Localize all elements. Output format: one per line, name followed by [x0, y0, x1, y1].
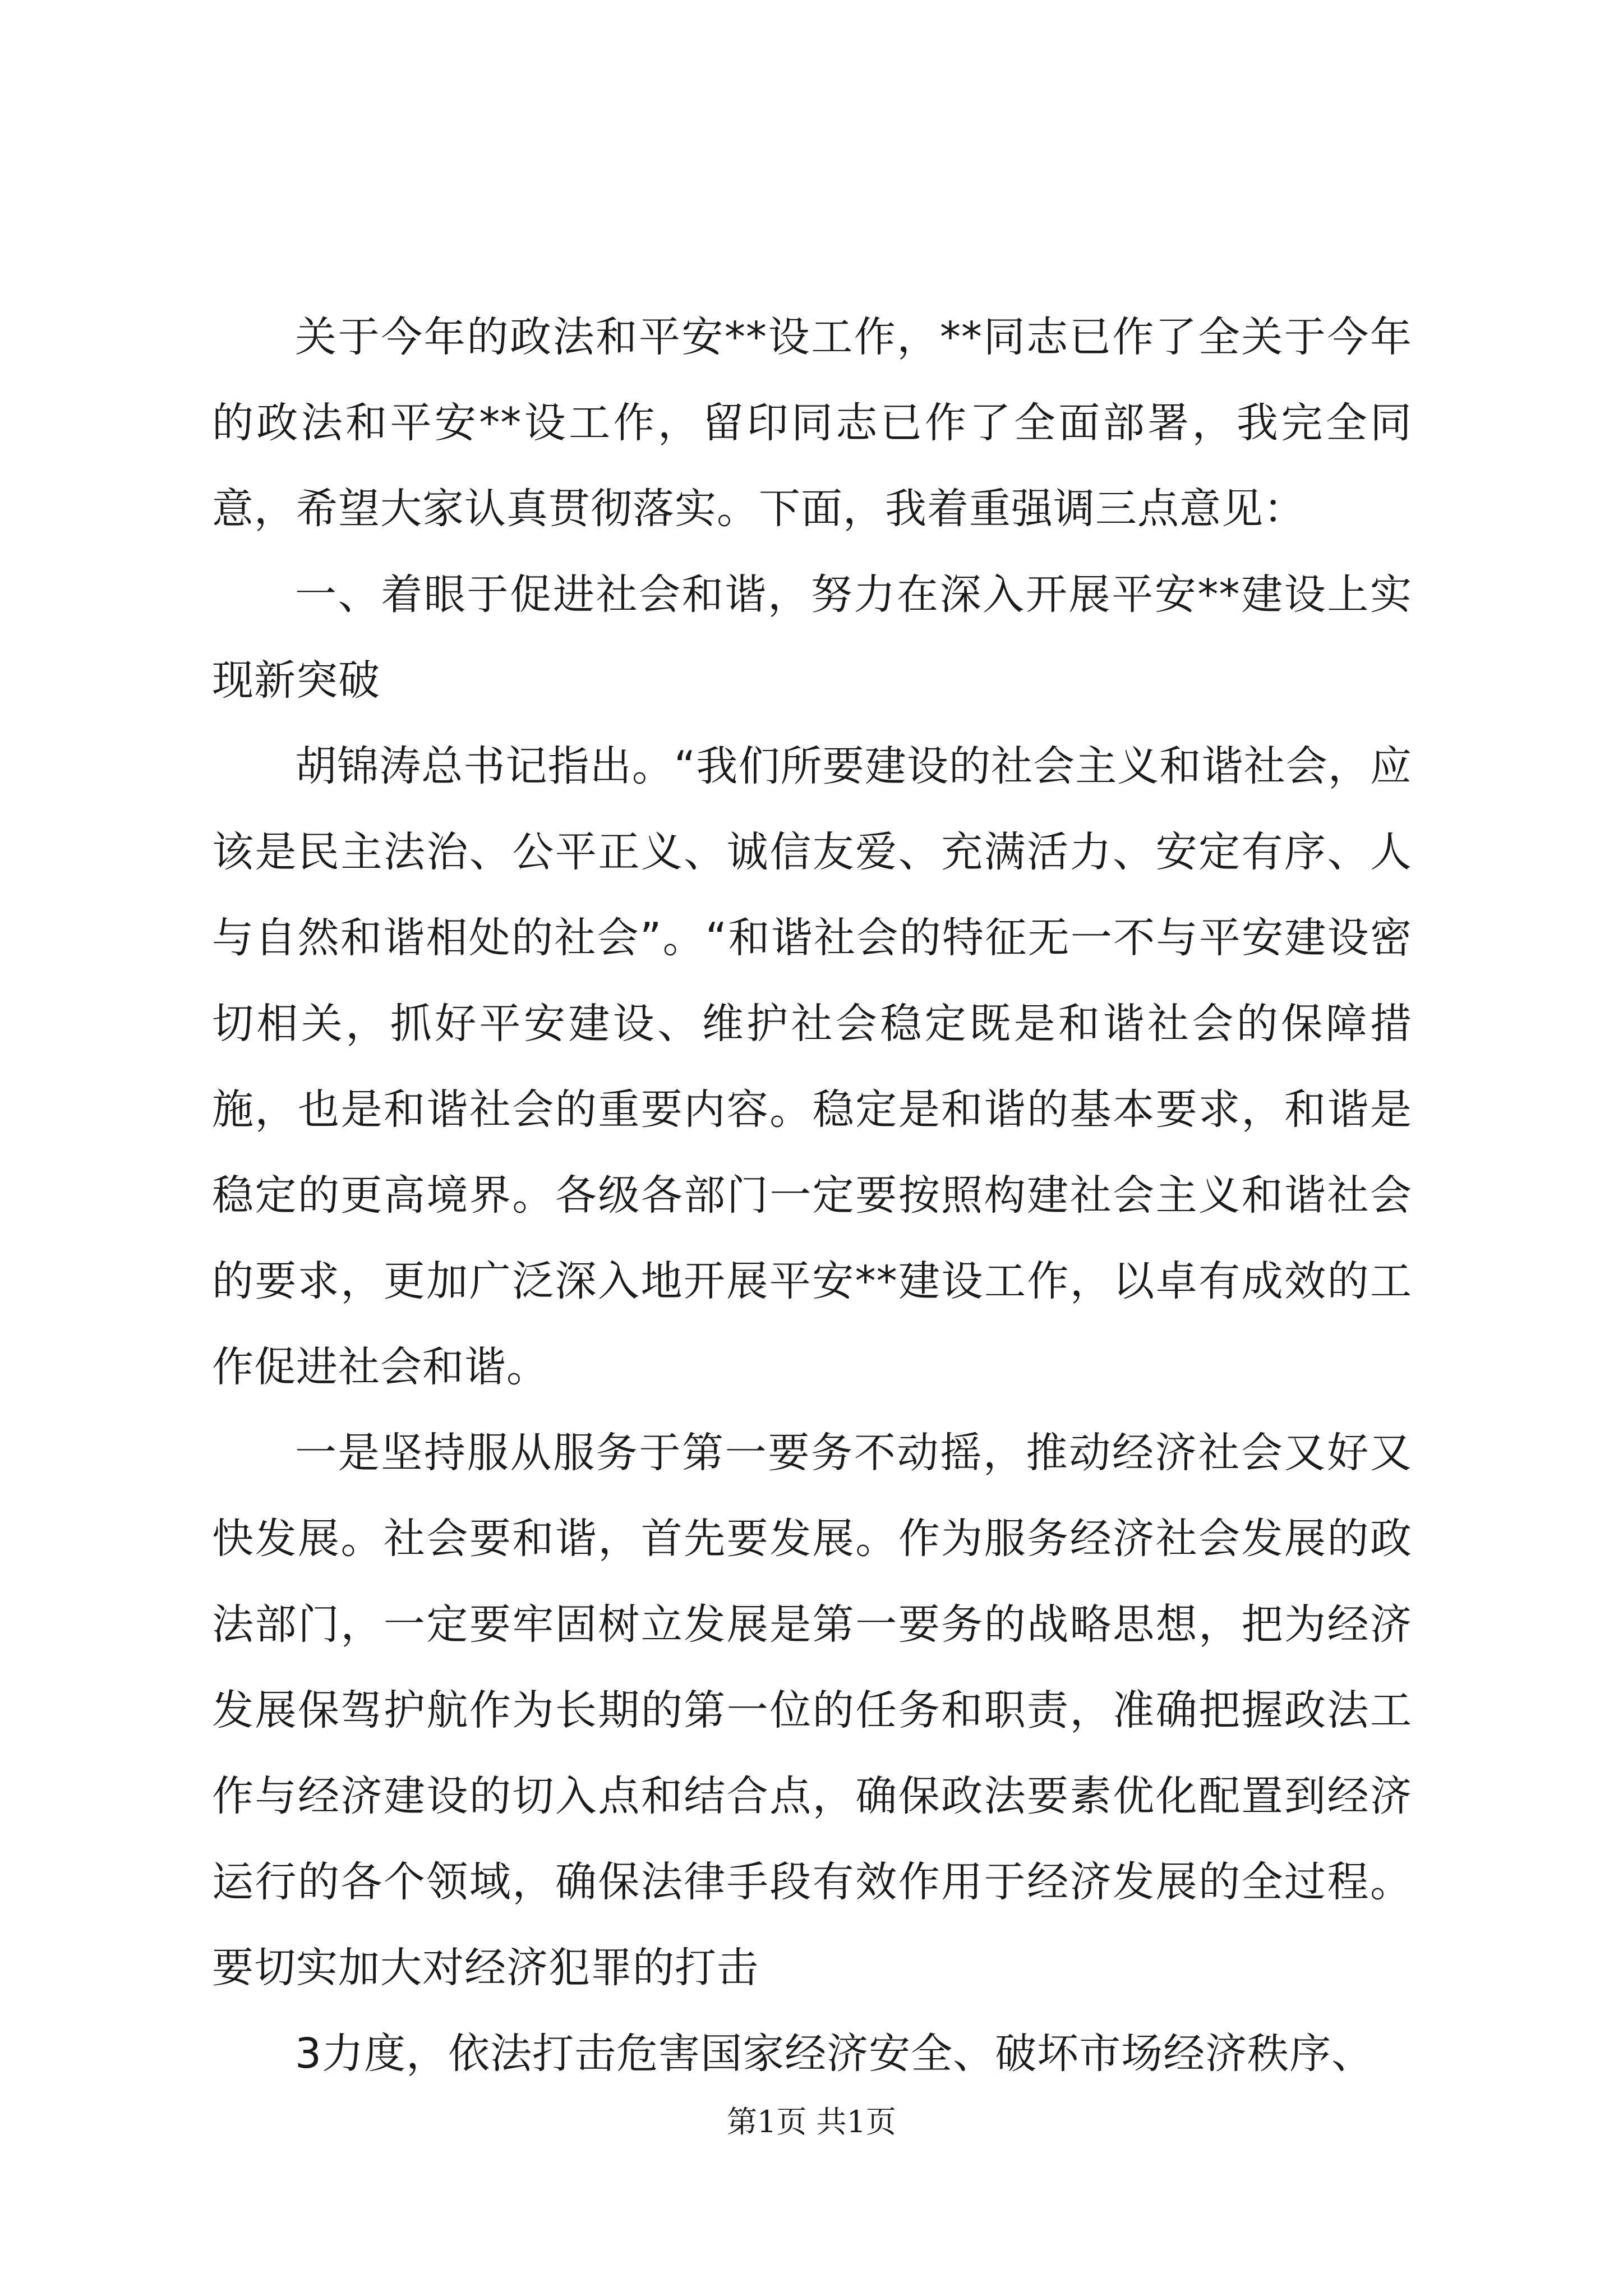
- paragraph-intro: 关于今年的政法和平安**设工作，**同志已作了全关于今年的政法和平安**设工作，留印同志已作了全面部署，我完全同意，希望大家认真贯彻落实。下面，我着重强调三点意见：: [212, 313, 1412, 533]
- document-body: [212, 295, 1412, 2097]
- paragraph-point-1: 一是坚持服从服务于第一要务不动摇，推动经济社会又好又快发展。社会要和谐，首先要发展。作为服务经济社会发展的政法部门，一定要牢固树立发展是第一要务的战略思想，把为经济发展保驾护航作为长期的第一位的任务和职责，准确把握政法工作与经济建设的切入点和结合点，确保政法要素优化配置到经济运行的各个领域，确保法律手段有效作用于经济发展的全过程。要切实加大对经济犯罪的打击: [212, 1429, 1412, 1992]
- paragraph-continued: 3力度，依法打击危害国家经济安全、破坏市场经济秩序、: [295, 2030, 1374, 2078]
- paragraph-quote: 胡锦涛总书记指出。“我们所要建设的社会主义和谐社会，应该是民主法治、公平正义、诚信友爱、充满活力、安定有序、人与自然和谐相处的社会”。“和谐社会的特征无一不与平安建设密切相关，抓好平安建设、维护社会稳定既是和谐社会的保障措施，也是和谐社会的重要内容。稳定是和谐的基本要求，和谐是稳定的更高境界。各级各部门一定要按照构建社会主义和谐社会的要求，更加广泛深入地开展平安**建设工作，以卓有成效的工作促进社会和谐。: [212, 742, 1412, 1391]
- page-footer: 第1页 共1页: [727, 2104, 896, 2139]
- section-heading-1: 一、着眼于促进社会和谐，努力在深入开展平安**建设上实现新突破: [212, 570, 1412, 705]
